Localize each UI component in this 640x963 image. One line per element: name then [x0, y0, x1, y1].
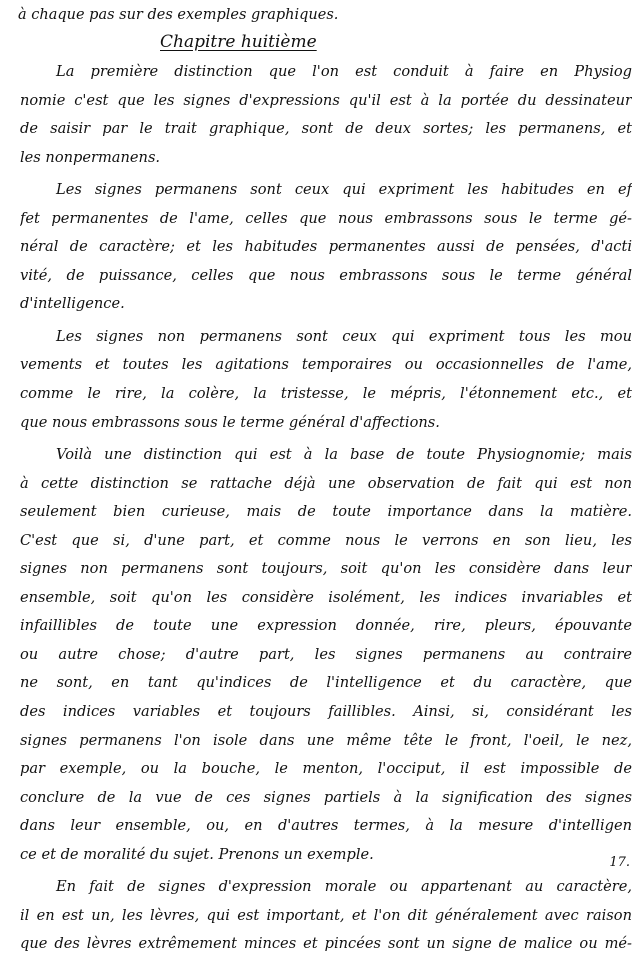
text-line: C'est que si, d'une part, et comme nous le verrons en son lieu, les — [20, 531, 632, 549]
text-line: Les signes permanens sont ceux qui expriment les habitudes en ef — [56, 181, 632, 199]
text-line: seulement bien curieuse, mais de toute importance dans la matière. — [20, 503, 632, 521]
text-line: des indices variables et toujours faillibles. Ainsi, si, considérant les — [20, 703, 632, 721]
text-line: ce et de moralité du sujet. Prenons un exemple. — [20, 845, 374, 863]
text-line: fet permanentes de l'ame, celles que nous embrassons sous le terme gé- — [20, 209, 632, 227]
text-line: ensemble, soit qu'on les considère isolément, les indices invariables et — [20, 588, 632, 606]
text-line: conclure de la vue de ces signes partiels à la signification des signes — [20, 788, 632, 806]
text-line: vité, de puissance, celles que nous embrassons sous le terme général — [20, 266, 632, 284]
carried-over-line: à chaque pas sur des exemples graphiques. — [18, 7, 339, 23]
paragraph — [20, 176, 632, 319]
text-line: néral de caractère; et les habitudes permanentes aussi de pensées, d'acti — [20, 238, 632, 256]
text-line: En fait de signes d'expression morale ou appartenant au caractère, — [56, 878, 632, 896]
text-line: de saisir par le trait graphique, sont de deux sortes; les permanens, et — [20, 120, 632, 138]
text-line: nomie c'est que les signes d'expressions qu'il est à la portée du dessinateur — [20, 91, 632, 109]
text-line: que nous embrassons sous le terme général d'affections. — [20, 413, 440, 431]
text-line: Voilà une distinction qui est à la base de toute Physiognomie; mais — [56, 446, 632, 464]
text-line: comme le rire, la colère, la tristesse, le mépris, l'étonnement etc., et — [20, 385, 632, 403]
paragraph — [20, 58, 632, 172]
text-line: signes permanens l'on isole dans une même tête le front, l'oeil, le nez, — [20, 731, 632, 749]
text-line: dans leur ensemble, ou, en d'autres termes, à la mesure d'intelligen — [20, 817, 632, 835]
text-line: il en est un, les lèvres, qui est important, et l'on dit généralement avec raison — [20, 906, 632, 924]
text-line: Les signes non permanens sont ceux qui expriment tous les mou — [56, 327, 632, 345]
text-line: vements et toutes les agitations temporaires ou occasionnelles de l'ame, — [20, 356, 632, 374]
paragraph — [20, 441, 632, 869]
paragraph — [20, 323, 632, 437]
body-text — [20, 58, 632, 963]
text-line: signes non permanens sont toujours, soit qu'on les considère dans leur — [20, 560, 632, 578]
text-line: que des lèvres extrêmement minces et pincées sont un signe de malice ou mé- — [20, 935, 632, 953]
text-line: à cette distinction se rattache déjà une observation de fait qui est non — [20, 474, 632, 492]
paragraph — [20, 873, 632, 959]
text-line: La première distinction que l'on est conduit à faire en Physiog — [56, 63, 632, 80]
text-line: ou autre chose; d'autre part, les signes permanens au contraire — [20, 645, 632, 663]
text-line: par exemple, ou la bouche, le menton, l'occiput, il est impossible de — [20, 760, 632, 778]
text-line: ne sont, en tant qu'indices de l'intelligence et du caractère, que — [20, 674, 632, 692]
chapter-title: Chapitre huitième — [160, 32, 317, 52]
text-line: infaillibles de toute une expression donnée, rire, pleurs, épouvante — [20, 617, 632, 635]
text-line: d'intelligence. — [20, 295, 125, 313]
page-number: 17. — [609, 855, 630, 870]
text-line: les nonpermanens. — [20, 148, 161, 166]
